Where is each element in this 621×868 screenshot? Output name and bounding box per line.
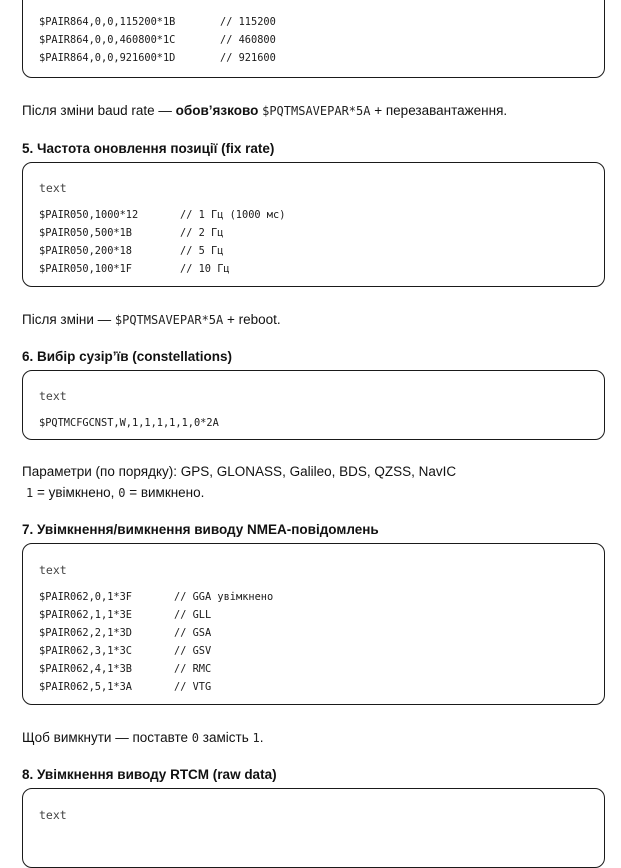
section-heading: 5. Частота оновлення позиції (fix rate) — [22, 141, 275, 156]
code-line: $PAIR062,1,1*3E // GLL — [39, 609, 212, 621]
code-block-constellations — [22, 370, 605, 440]
code-lang-label: text — [39, 808, 67, 822]
code-line: $PAIR050,200*18 // 5 Гц — [39, 245, 224, 257]
code-line: $PAIR062,4,1*3B // RMC — [39, 663, 212, 675]
code-lang-label: text — [39, 563, 67, 577]
fix-rate-note: Після зміни — $PQTMSAVEPAR*5A + reboot. — [22, 312, 281, 327]
code-block-rtcm — [22, 788, 605, 868]
code-line: $PAIR062,3,1*3C // GSV — [39, 645, 212, 657]
code-line: $PAIR864,0,0,460800*1C // 460800 — [39, 34, 276, 46]
code-line: $PAIR062,0,1*3F // GGA увімкнено — [39, 591, 274, 603]
constellation-params: Параметри (по порядку): GPS, GLONASS, Galileo, BDS, QZSS, NavIC — [22, 464, 457, 479]
code-lang-label: text — [39, 181, 67, 195]
constellation-legend: 1 = увімкнено, 0 = вимкнено. — [26, 485, 205, 500]
code-line: $PQTMCFGCNST,W,1,1,1,1,1,0*2A — [39, 417, 219, 429]
nmea-disable-note: Щоб вимкнути — поставте 0 замість 1. — [22, 730, 264, 745]
code-line: $PAIR062,5,1*3A // VTG — [39, 681, 212, 693]
section-heading: 8. Увімкнення виводу RTCM (raw data) — [22, 767, 277, 782]
code-line: $PAIR864,0,0,921600*1D // 921600 — [39, 52, 276, 64]
section-heading: 6. Вибір сузір’їв (constellations) — [22, 349, 233, 364]
code-block-nmea — [22, 543, 605, 705]
code-line: $PAIR050,500*1B // 2 Гц — [39, 227, 224, 239]
code-line: $PAIR050,1000*12 // 1 Гц (1000 мс) — [39, 209, 286, 221]
code-line: $PAIR864,0,0,115200*1B // 115200 — [39, 16, 276, 28]
code-lang-label: text — [39, 389, 67, 403]
section-heading: 7. Увімкнення/вимкнення виводу NMEA-повідомлень — [22, 522, 379, 537]
code-line: $PAIR050,100*1F // 10 Гц — [39, 263, 230, 275]
code-block-baud — [22, 0, 605, 78]
code-block-fix-rate — [22, 162, 605, 287]
code-line: $PAIR062,2,1*3D // GSA — [39, 627, 212, 639]
baud-note: Після зміни baud rate — обов’язково $PQTMSAVEPAR*5A + перезавантаження. — [22, 103, 508, 118]
